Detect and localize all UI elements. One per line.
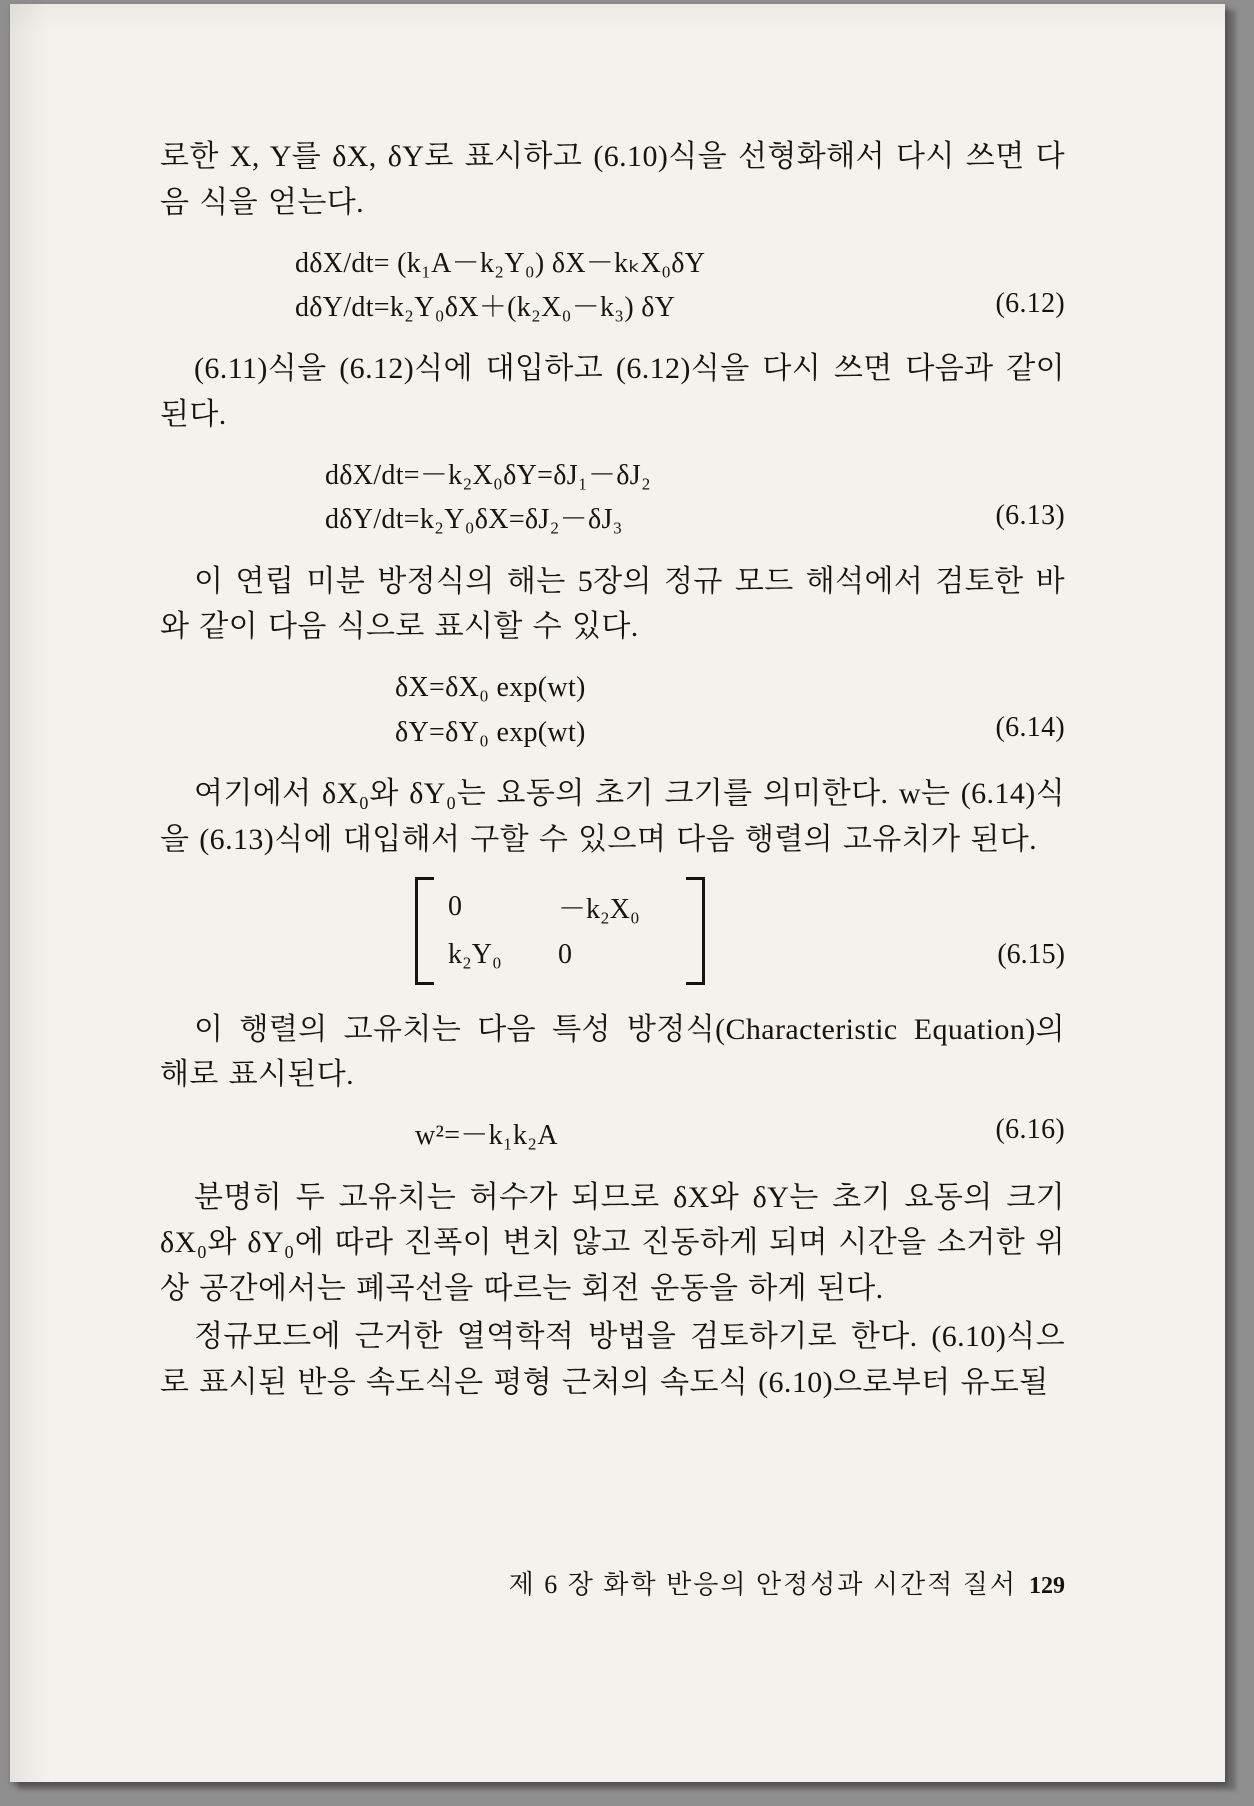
equation-6-14-number: (6.14) xyxy=(995,712,1065,744)
equation-6-13-line-1: dδX/dt=－k₂X₀δY=δJ₁－δJ₂ xyxy=(325,460,652,492)
matrix-bracket-left xyxy=(415,877,434,985)
page-number: 129 xyxy=(1029,1573,1065,1599)
equation-6-13 xyxy=(160,454,1065,542)
equation-6-16-line-1: w²=－k₁k₂A xyxy=(415,1120,558,1152)
matrix-cell-r1c2: －k₂X₀ xyxy=(558,893,640,925)
matrix-cell-r2c2: 0 xyxy=(558,938,572,970)
equation-6-14-line-2: δY=δY₀ exp(wt) xyxy=(395,716,586,748)
equation-6-14 xyxy=(160,666,1065,754)
book-page xyxy=(10,4,1225,1782)
equation-6-12-line-2: dδY/dt=k₂Y₀δX＋(k₂X₀－k₃) δY xyxy=(295,292,676,324)
matrix-grid xyxy=(434,877,686,985)
matrix-6-15 xyxy=(415,877,705,985)
equation-6-13-number: (6.13) xyxy=(995,500,1065,532)
matrix-bracket-right xyxy=(686,877,705,985)
equation-6-14-line-1: δX=δX₀ exp(wt) xyxy=(395,672,586,704)
matrix-cell-r2c1: k₂Y₀ xyxy=(448,938,502,970)
equation-6-15-number: (6.15) xyxy=(997,938,1065,970)
equation-6-15 xyxy=(160,877,1065,997)
page-content xyxy=(160,134,1065,1408)
footer-chapter-title: 제 6 장 화학 반응의 안정성과 시간적 질서 xyxy=(508,1570,1017,1599)
equation-6-12-number: (6.12) xyxy=(995,287,1065,319)
equation-6-13-line-2: dδY/dt=k₂Y₀δX=δJ₂－δJ₃ xyxy=(325,504,623,536)
paragraph-5: 이 행렬의 고유치는 다음 특성 방정식(Characteristic Equation)의 해로 표시된다. xyxy=(160,1012,1065,1092)
equation-6-12-line-1: dδX/dt= (k₁A－k₂Y₀) δX－kₖX₀δY xyxy=(295,247,706,279)
equation-6-12 xyxy=(160,242,1065,330)
paragraph-2: (6.11)식을 (6.12)식에 대입하고 (6.12)식을 다시 쓰면 다음과 같이 된다. xyxy=(160,352,1065,432)
paragraph-4: 여기에서 δX₀와 δY₀는 요동의 초기 크기를 의미한다. w는 (6.14)식을 (6.13)식에 대입해서 구할 수 있으며 다음 행렬의 고유치가 된다. xyxy=(160,776,1065,856)
equation-6-16-number: (6.16) xyxy=(995,1114,1065,1146)
matrix-cell-r1c1: 0 xyxy=(448,890,462,922)
paragraph-1: 로한 X, Y를 δX, δY로 표시하고 (6.10)식을 선형화해서 다시 쓰면 다음 식을 얻는다. xyxy=(160,140,1065,219)
paragraph-6: 분명히 두 고유치는 허수가 되므로 δX와 δY는 초기 요동의 크기 δX₀와 δY₀에 따라 진폭이 변치 않고 진동하게 되며 시간을 소거한 위상 공간에서는 폐곡선을 따르는 회전 운동을 하게 된다. xyxy=(160,1180,1065,1306)
equation-6-16 xyxy=(160,1114,1065,1158)
paragraph-3: 이 연립 미분 방정식의 해는 5장의 정규 모드 해석에서 검토한 바와 같이 다음 식으로 표시할 수 있다. xyxy=(160,564,1065,644)
page-surface xyxy=(10,4,1225,1782)
page-footer xyxy=(160,1564,1065,1601)
paragraph-7: 정규모드에 근거한 열역학적 방법을 검토하기로 한다. (6.10)식으로 표시된 반응 속도식은 평형 근처의 속도식 (6.10)으로부터 유도될 xyxy=(160,1320,1065,1400)
